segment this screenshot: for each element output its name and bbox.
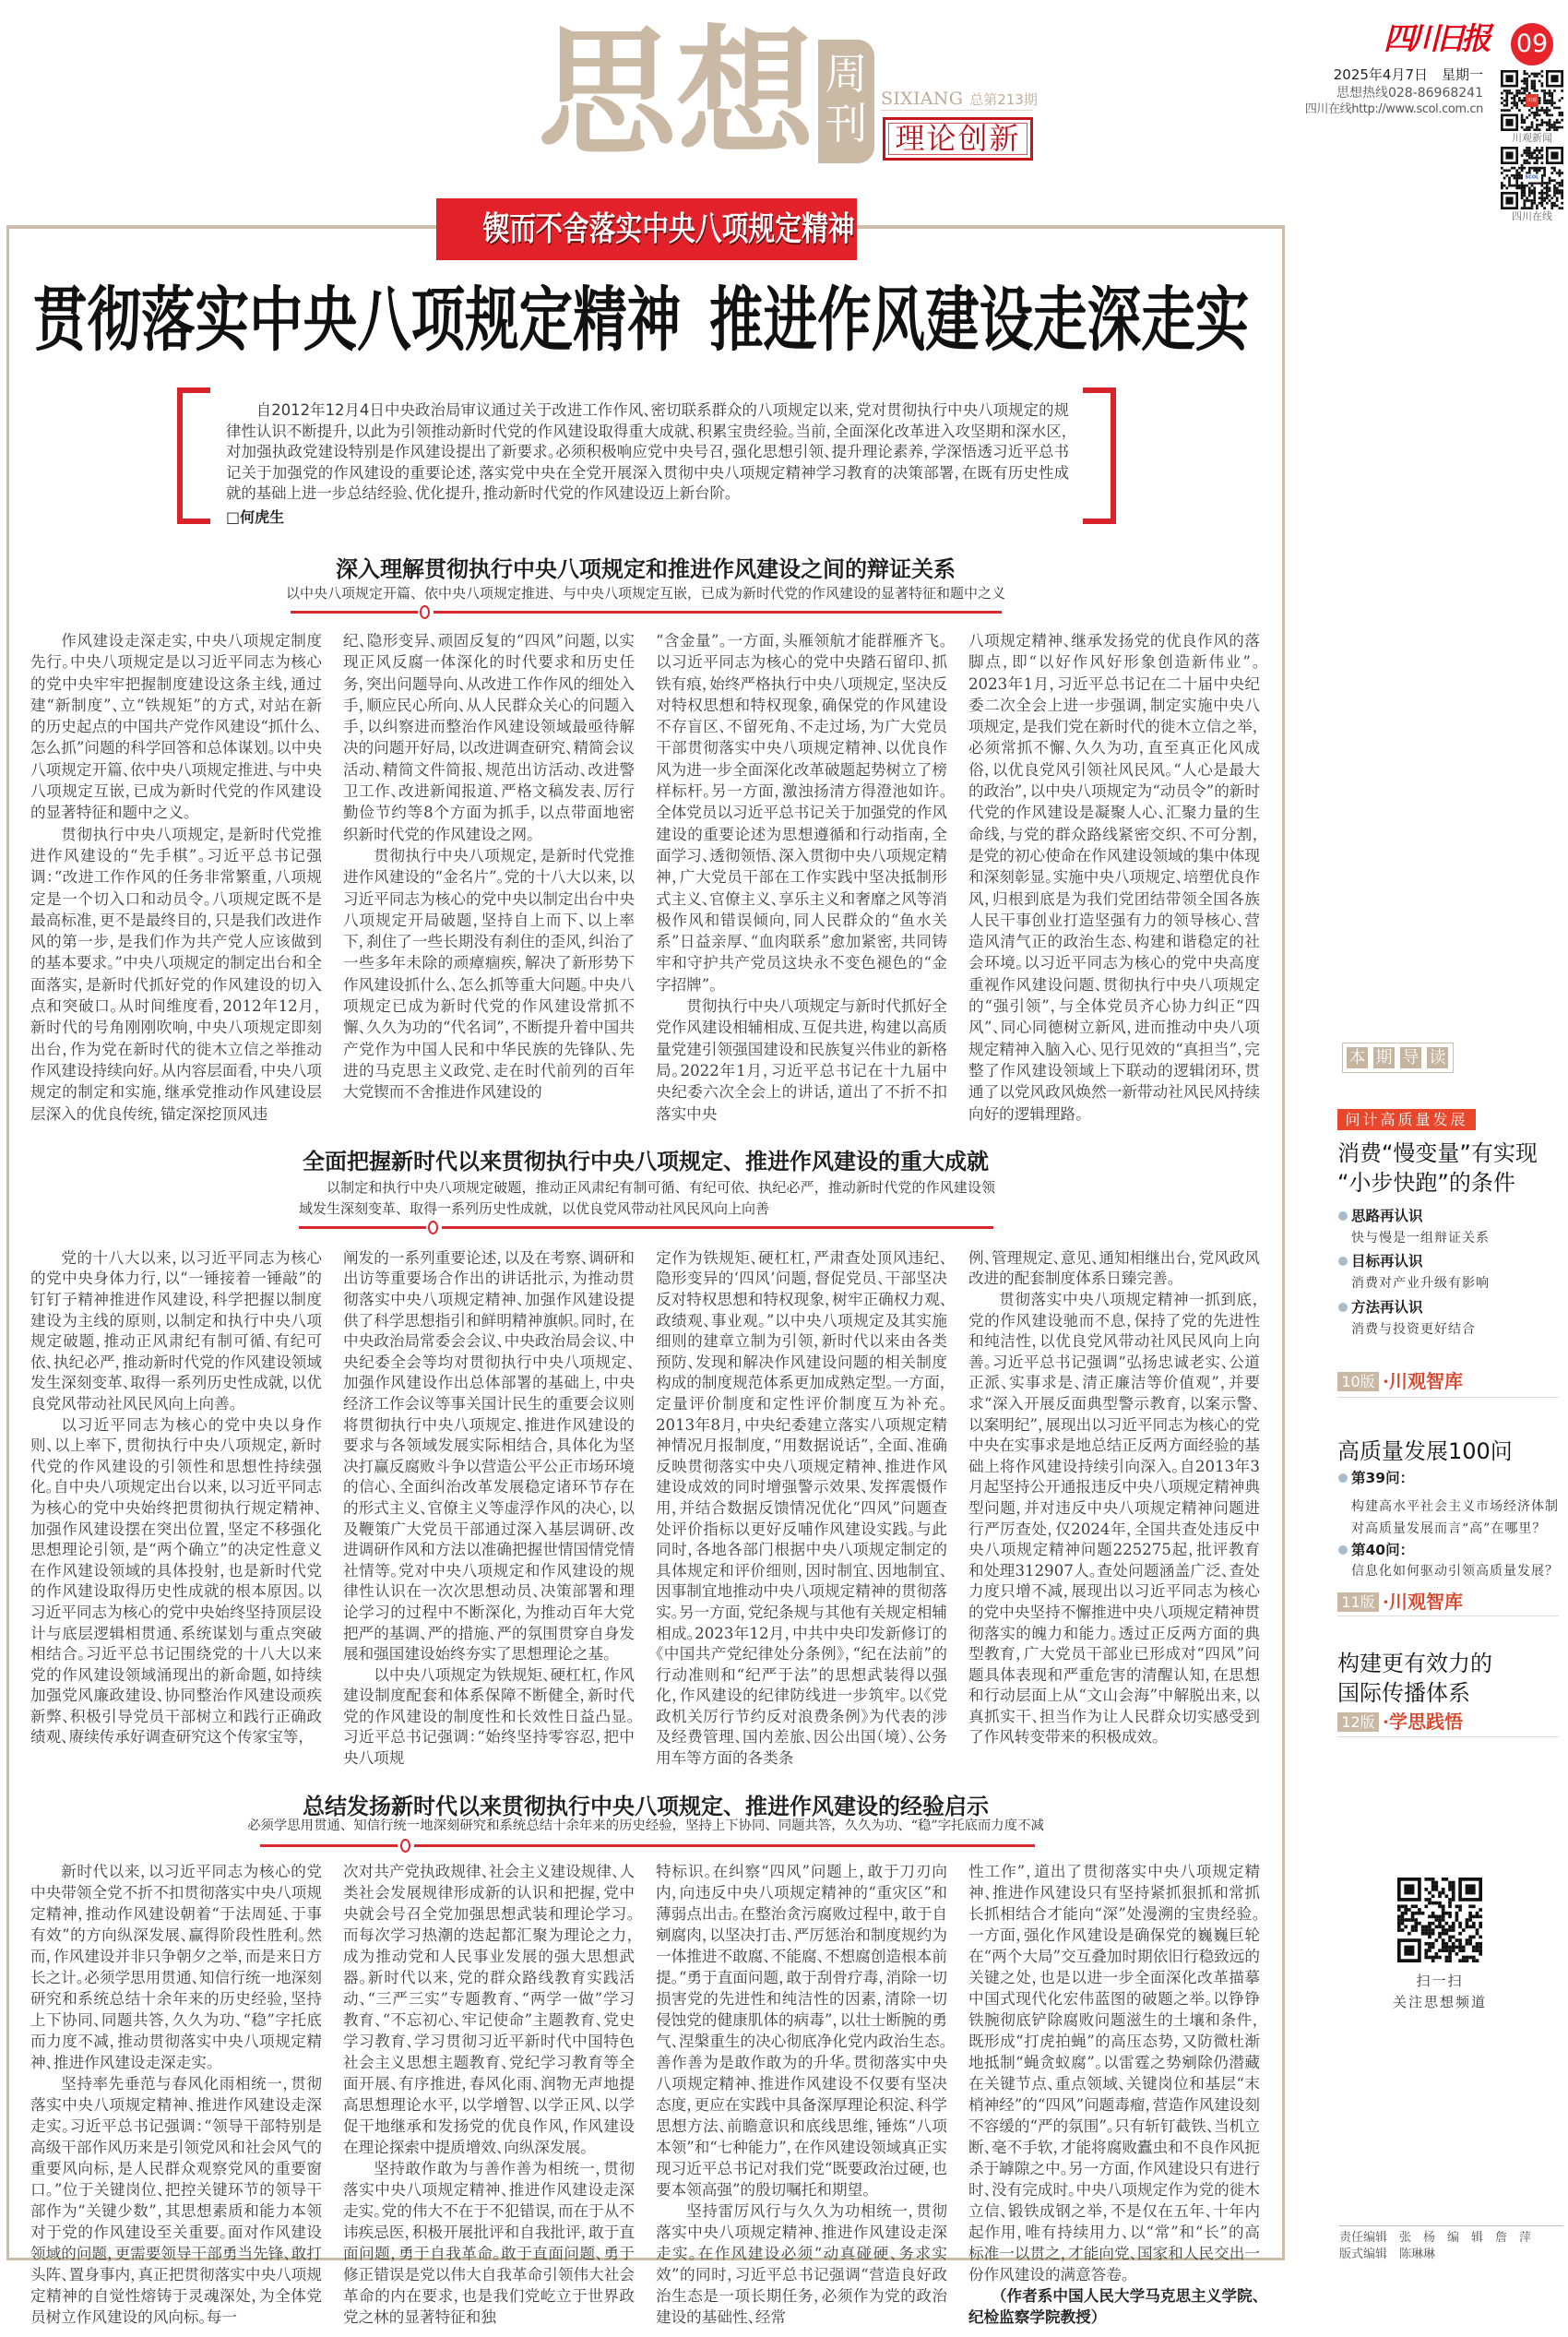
- logo-weekly-char: 周: [825, 49, 868, 99]
- sidebar-divider: [1337, 1736, 1559, 1737]
- section-1-column-4: [968, 630, 1260, 1125]
- section-1-rule-left: [291, 611, 418, 614]
- paragraph: 新时代以来，以习近平同志为核心的党中央带领全党不折不扣贯彻落实中央八项规定精神，推动作风建设朝着“于法周延、于事有效”的方向纵深发展、赢得阶段性胜利。然而，作风建设并非只争朝夕之举，而是来日方长之计。必须学思用贯通、知信行统一地深刻研究和系统总结十余年来的历史经验，坚持上下协同、同题共答，久久为功、“稳”字托底而力度不减，推动贯彻落实中央八项规定精神、推进作风建设走深走实。: [30, 1862, 322, 2071]
- abstract-box: [226, 400, 1069, 528]
- paragraph: 作风建设走深走实，中央八项规定制度先行。中央八项规定是以习近平同志为核心的党中央牢牢把握制度建设这条主线，通过建“新制度”、立“铁规矩”的方式，对站在新的历史起点的中国共产党作风建设“抓什么、怎么抓”问题的科学回答和总体谋划。以中央八项规定开篇、依中央八项规定推进、与中央八项规定互嵌，已成为新时代党的作风建设的显著特征和题中之义。: [30, 632, 322, 822]
- guide-item-1-headline: “小步快跑”的条件: [1337, 1170, 1515, 1196]
- paragraph: 定作为铁规矩、硬杠杠，严肃查处顶风违纪、隐形变异的‘四风’问题，督促党员、干部坚决反对特权思想和特权现象，树牢正确权力观、政绩观、事业观。”以中央八项规定及其实施细则的建章立制为引领，新时代以来由各类预防、发现和解决作风建设问题的相关制度构成的制度规范体系更加成熟定型。一方面，定量评价制度和定性评价制度互为补充。2013年8月，中央纪委建立落实八项规定精神情况月报制度，“用数据说话”，全面、准确反映贯彻落实中央八项规定精神、推进作风建设成效的同时增强警示效果、发挥震慑作用，并结合数据反馈情况优化“四风”问题查处评价指标以更好反哺作风建设实践。与此同时，各地各部门根据中央八项规定制定的具体规定和评价细则，因时制宜、因地制宜、因事制宜地推动中央八项规定精神的贯彻落实。另一方面，党纪条规与其他有关规定相辅相成。2023年12月，中共中央印发新修订的《中国共产党纪律处分条例》，“纪在法前”的行动准则和“纪严于法”的思想武装得以强化，作风建设的纪律防线进一步筑牢。以《党政机关厉行节约反对浪费条例》为代表的涉及经费管理、国内差旅、因公出国（境）、公务用车等方面的各类条: [656, 1248, 947, 1768]
- bullet-dot-icon: [1338, 1211, 1348, 1221]
- guide-bullet: [1338, 1207, 1423, 1225]
- section-3-subtitle: 必须学思用贯通、知信行统一地深刻研究和系统总结十余年来的历史经验，坚持上下协同、同题共答，久久为功、“稳”字托底而力度不减: [247, 1818, 1044, 1833]
- guide-item-2-page-ref: [1337, 1592, 1463, 1612]
- paragraph: 特标识。在纠察“四风”问题上，敢于刀刃向内，向违反中央八项规定精神的“重灾区”和薄弱点出击。在整治贪污腐败过程中，敢于自剜腐肉，以坚决打击、严厉惩治和制度规约为一体推进不敢腐、不能腐、不想腐创造根本前提。“勇于直面问题，敢于刮骨疗毒，消除一切损害党的先进性和纯洁性的因素，清除一切侵蚀党的健康肌体的病毒”，以壮士断腕的勇气、涅槃重生的决心彻底净化党内政治生态。善作善为是敢作敢为的升华。贯彻落实中央八项规定精神、推进作风建设不仅要有坚决态度，更应在实践中具备深厚理论积淀、科学思想方法、前瞻意识和底线思维，锤炼“八项本领”和“七种能力”，在作风建设领域真正实现习近平总书记对我们党“既要政治过硬，也要本领高强”的殷切嘱托和期望。: [656, 1862, 947, 2199]
- guide-item-3-page-ref: [1337, 1712, 1463, 1732]
- bullet-dot-icon: [1338, 1545, 1348, 1555]
- page-ref-column: ·川观智库: [1383, 1591, 1463, 1613]
- logo-subline: [881, 89, 1038, 110]
- page-ref-column: ·川观智库: [1383, 1370, 1463, 1392]
- paragraph: “含金量”。一方面，头雁领航才能群雁齐飞。以习近平同志为核心的党中央踏石留印、抓铁有痕，始终严格执行中央八项规定，坚决反对特权思想和特权现象，确保党的作风建设不存盲区、不留死角、不走过场，为广大党员干部贯彻落实中央八项规定精神、以优良作风为进一步全面深化改革破题起势树立了榜样标杆。另一方面，激浊扬清方得澄池如许。全体党员以习近平总书记关于加强党的作风建设的重要论述为思想遵循和行动指南，全面学习、透彻领悟、深入贯彻中央八项规定精神，广大党员干部在工作实践中坚决抵制形式主义、官僚主义、享乐主义和奢靡之风等消极作风和错误倾向，同人民群众的“鱼水关系”日益亲厚、“血肉联系”愈加紧密，共同铸牢和守护共产党员这块永不变色褪色的“金字招牌”。: [656, 632, 947, 994]
- qr-code-scol: [1501, 147, 1563, 209]
- paragraph: 坚持雷厉风行与久久为功相统一，贯彻落实中央八项规定精神、推进作风建设走深走实。在作风建设必须“动真碰硬、务求实效”的同时，习近平总书记强调“营造良好政治生态是一项长期任务，必须作为党的政治建设的基础性、经常: [656, 2201, 947, 2326]
- section-3-rule-dot: [400, 1839, 410, 1853]
- page-ref-number: 12版: [1337, 1712, 1379, 1732]
- bullet-dot-icon: [1338, 1257, 1348, 1266]
- paragraph: 以中央八项规定为铁规矩、硬杠杠，作风建设制度配套和体系保障不断健全，新时代党的作风建设的制度性和长效性日益凸显。习近平总书记强调：“始终坚持零容忍，把中央八项规: [343, 1665, 635, 1768]
- qr-label-scol: 四川在线: [1512, 210, 1552, 222]
- bullet-text: 消费与投资更好结合: [1351, 1322, 1476, 1337]
- guide-bullet: [1338, 1541, 1414, 1559]
- headline-part-2: 推进作风建设走深走实: [709, 279, 1250, 361]
- supplement-logo-weekly: [818, 40, 874, 163]
- paragraph: 贯彻执行中央八项规定，是新时代党推进作风建设的“先手棋”。习近平总书记强调：“改进工作作风的任务非常繁重，八项规定是一个切入口和动员令。八项规定既不是最高标准，更不是最终目的，只是我们改进作风的第一步，是我们作为共产党人应该做到的基本要求。”中央八项规定的制定出台和全面落实，是新时代抓好党的作风建设的切入点和突破口。从时间维度看，2012年12月，新时代的号角刚刚吹响，中央八项规定即刻出台，作为党在新时代的徙木立信之举推动作风建设持续向好。从内容层面看，中央八项规定的制定和实施，继承党推动作风建设层层深入的优良传统，锚定深挖顶风违: [30, 825, 322, 1123]
- section-2-rule-right: [442, 1226, 993, 1229]
- guide-char: 导: [1400, 1047, 1421, 1068]
- abstract-bracket-right: [1083, 388, 1116, 524]
- layout-credits: 版式编辑 陈琳琳: [1339, 2248, 1436, 2261]
- guide-char: 本: [1347, 1047, 1368, 1068]
- newspaper-logo: 四川日报: [1384, 20, 1487, 56]
- author-note: （作者系中国人民大学马克思主义学院、纪检监察学院教授）: [968, 2286, 1260, 2326]
- hotline: 思想热线028-86968241: [1336, 86, 1483, 101]
- headline-part-1: 贯彻落实中央八项规定精神: [33, 279, 682, 361]
- section-2-subtitle: 以制定和执行中央八项规定破题，推动正风肃纪有制可循、有纪可依、执纪必严，推动新时代党的作风建设领域发生深刻变革、取得一系列历史性成就，以优良党风带动社风民风向上向善: [299, 1178, 995, 1217]
- guide-item-1-tag: 问计高质量发展: [1337, 1109, 1476, 1130]
- qr-code-icon: [1397, 1878, 1482, 1962]
- section-2-columns: [0, 1248, 1291, 1770]
- section-3-column-2: [343, 1861, 635, 2328]
- bullet-dot-icon: [1338, 1473, 1348, 1483]
- qr-logo-chuanguan: 川观: [1526, 94, 1538, 107]
- bullet-text: 对高质量发展而言“高”在哪里？: [1351, 1521, 1547, 1536]
- article-body: [0, 556, 1291, 2337]
- section-2-column-1: [30, 1248, 322, 1748]
- bullet-text: 快与慢是一组辩证关系: [1351, 1231, 1490, 1246]
- section-2-column-4: [968, 1248, 1260, 1748]
- paragraph: 八项规定精神、继承发扬党的优良作风的落脚点，即“以好作风好形象创造新伟业”。2023年1月，习近平总书记在二十届中央纪委二次全会上进一步强调，制定实施中央八项规定，是我们党在新时代的徙木立信之举，必须常抓不懈、久久为功，直至真正化风成俗，以优良党风引领社风民风。“人心是最大的政治”，以中央八项规定为“动员令”的新时代党的作风建设是凝聚人心、汇聚力量的生命线，与党的群众路线紧密交织、不可分割，是党的初心使命在作风建设领域的集中体现和深刻彰显。实施中央八项规定、培塑优良作风，归根到底是为我们党团结带领全国各族人民干事创业打造坚强有力的领导核心、营造风清气正的政治生态、构建和谐稳定的社会环境。以习近平同志为核心的党中央高度重视作风建设问题、贯彻执行中央八项规定的“强引领”，与全体党员齐心协力纠正“四风”、同心同德树立新风，进而推动中央八项规定精神入脑入心、见行见效的“真担当”，完整了作风建设领域上下联动的逻辑闭环，贯通了以党风政风焕然一新带动社风民风持续向好的逻辑理路。: [968, 632, 1260, 1123]
- supplement-logo-title: 思想: [538, 12, 815, 174]
- editor-credits: 责任编辑 张 杨 编 辑 詹 萍: [1339, 2231, 1532, 2245]
- section-1-column-2: [343, 630, 635, 1103]
- paragraph: 贯彻执行中央八项规定，是新时代党推进作风建设的“金名片”。党的十八大以来，以习近平同志为核心的党中央以制定出台中央八项规定开局破题，坚持自上而下、以上率下，刹住了一些长期没有刹住的歪风，纠治了一些多年未除的顽瘴痼疾，解决了新形势下作风建设抓什么、怎么抓等重大问题。中央八项规定已成为新时代党的作风建设常抓不懈、久久为功的“代名词”，不断提升着中国共产党作为中国人民和中华民族的先锋队、先进的马克思主义政党、走在时代前列的百年大党锲而不舍推进作风建设的: [343, 846, 635, 1102]
- section-2: [0, 1149, 1291, 1794]
- guide-bullet: [1338, 1469, 1414, 1487]
- bullet-text: 构建高水平社会主义市场经济体制: [1351, 1499, 1559, 1514]
- paragraph: 贯彻执行中央八项规定与新时代抓好全党作风建设相辅相成、互促共进，构建以高质量党建引领强国建设和民族复兴伟业的新格局。2022年1月，习近平总书记在十九届中央纪委六次全会上的讲话，道出了不折不扣落实中央: [656, 997, 947, 1123]
- qr-label-chuanguan: 川观新闻: [1512, 132, 1552, 144]
- logo-pinyin: SIXIANG: [881, 89, 964, 109]
- paragraph: 以习近平同志为核心的党中央以身作则、以上率下，贯彻执行中央八项规定，新时代党的作风建设的引领性和思想性持续强化。自中央八项规定出台以来，以习近平同志为核心的党中央始终把贯彻执行规定精神、加强作风建设摆在突出位置，坚定不移强化思想理论引领，是“两个确立”的决定性意义在作风建设领域的具体投射，也是新时代党的作风建设取得历史性成就的根本原因。以习近平同志为核心的党中央始终坚持顶层设计与底层逻辑相贯通、系统谋划与重点突破相结合。习近平总书记围绕党的十八大以来党的作风建设领域涌现出的新命题，如持续加强党风廉政建设、协同整治作风建设顽疾新弊、积极引导党员干部树立和践行正确政绩观、赓续传承好调查研究这个传家宝等，: [30, 1415, 322, 1747]
- qr-logo-scol: SCOL: [1523, 174, 1541, 183]
- guide-item-3-headline: 国际传播体系: [1337, 1680, 1470, 1706]
- section-1: [0, 556, 1291, 1149]
- logo-weekly-char: 刊: [825, 99, 868, 149]
- section-3-columns: [0, 1861, 1291, 2328]
- section-2-rule-dot: [428, 1221, 438, 1234]
- bullet-text: 信息化如何驱动引领高质量发展？: [1351, 1564, 1559, 1579]
- section-3-column-4: [968, 1861, 1260, 2328]
- paragraph: 例、管理规定、意见、通知相继出台，党风政风改进的配套制度体系日臻完善。: [968, 1248, 1260, 1288]
- page-ref-number: 10版: [1337, 1372, 1379, 1391]
- guide-bullet: [1338, 1298, 1423, 1317]
- section-3-rule-right: [414, 1844, 1035, 1847]
- section-1-subtitle: 以中央八项规定开篇、依中央八项规定推进、与中央八项规定互嵌，已成为新时代党的作风建设的显著特征和题中之义: [285, 585, 1005, 602]
- guide-bullet: [1338, 1252, 1423, 1270]
- section-2-column-3: [656, 1248, 947, 1770]
- guide-item-1-page-ref: [1337, 1372, 1463, 1391]
- author-byline: □何虎生: [226, 507, 285, 526]
- section-2-rule-left: [299, 1226, 426, 1229]
- section-3-column-3: [656, 1861, 947, 2328]
- follow-prompt: 扫一扫: [1416, 1973, 1464, 1989]
- credits-divider: [1339, 2225, 1563, 2226]
- follow-channel: 关注思想频道: [1392, 1994, 1487, 2010]
- paragraph: 坚持敢作敢为与善作善为相统一，贯彻落实中央八项规定精神、推进作风建设走深走实。党的伟大不在于不犯错误，而在于从不讳疾忌医，积极开展批评和自我批评，敢于直面问题，勇于自我革命。敢于直面问题、勇于修正错误是党以伟大自我革命引领伟大社会革命的内在要求，也是我们党屹立于世界政党之林的显著特征和独: [343, 2159, 635, 2326]
- main-headline: [33, 279, 1250, 361]
- issue-date: 2025年4月7日 星期一: [1333, 66, 1483, 83]
- bullet-title: 第39问：: [1351, 1470, 1415, 1486]
- section-1-rule-dot: [420, 605, 430, 619]
- abstract-bracket-left: [177, 388, 210, 524]
- logo-divider: [881, 110, 1033, 111]
- section-2-column-2: [343, 1248, 635, 1770]
- bullet-title: 方法再认识: [1351, 1299, 1423, 1316]
- section-2-heading: 全面把握新时代以来贯彻执行中央八项规定、推进作风建设的重大成就: [303, 1148, 989, 1174]
- qr-code-follow: [1397, 1878, 1482, 1962]
- column-banner: [436, 198, 857, 260]
- guide-char: 期: [1373, 1047, 1395, 1068]
- bullet-title: 第40问：: [1351, 1542, 1415, 1558]
- section-3-column-1: [30, 1861, 322, 2328]
- section-1-column-3: [656, 630, 947, 1125]
- section-1-columns: [0, 630, 1291, 1125]
- guide-item-2-headline: 高质量发展100问: [1337, 1438, 1513, 1464]
- guide-item-3-headline: 构建更有效力的: [1337, 1651, 1492, 1676]
- section-1-heading: 深入理解贯彻执行中央八项规定和推进作风建设之间的辩证关系: [336, 556, 956, 582]
- issue-number: 总第213期: [969, 91, 1038, 108]
- guide-char: 读: [1427, 1047, 1448, 1068]
- issue-guide-label: [1342, 1043, 1454, 1073]
- bullet-text: 消费对产业升级有影响: [1351, 1276, 1490, 1291]
- banner-text: 锲而不舍落实中央八项规定精神: [482, 210, 855, 248]
- section-3-heading: 总结发扬新时代以来贯彻执行中央八项规定、推进作风建设的经验启示: [303, 1793, 989, 1819]
- section-1-rule-right: [434, 611, 1002, 614]
- page-ref-number: 11版: [1337, 1592, 1379, 1612]
- qr-code-chuanguan: [1501, 70, 1563, 131]
- paragraph: 性工作”，道出了贯彻落实中央八项规定精神、推进作风建设只有坚持紧抓狠抓和常抓长抓相结合才能向“深”处漫溯的宝贵经验。一方面，强化作风建设是确保党的巍巍巨轮在“两个大局”交互叠加时期依旧行稳致远的关键之处，也是以进一步全面深化改革描摹中国式现代化宏伟蓝图的破题之举。以铮铮铁腕彻底铲除腐败问题滋生的土壤和条件，既形成“打虎拍蝇”的高压态势，又防微杜渐地抵制“蝇贪蚁腐”。以雷霆之势剜除仍潜藏在关键节点、重点领域、关键岗位和基层“末梢神经”的“四风”问题毒瘤，营造作风建设刻不容缓的“严的氛围”。只有斩钉截铁、当机立断、毫不手软，才能将腐败蠹虫和不良作风扼杀于罅隙之中。另一方面，作风建设只有进行时、没有完成时。中央八项规定作为党的徙木立信、锻铁成钢之举，不是仅在五年、十年内起作用，唯有持续用力、以“常”和“长”的高标准一以贯之，才能向党、国家和人民交出一份作风建设的满意答卷。: [968, 1862, 1260, 2283]
- bullet-title: 目标再认识: [1351, 1253, 1423, 1270]
- sidebar-divider: [1337, 1397, 1559, 1398]
- guide-item-1-headline: 消费“慢变量”有实现: [1337, 1140, 1538, 1166]
- article-abstract: 自2012年12月4日中央政治局审议通过关于改进工作作风、密切联系群众的八项规定以来，党对贯彻执行中央八项规定的规律性认识不断提升，以此为引领推动新时代党的作风建设取得重大成就、积累宝贵经验。当前，全面深化改革进入攻坚期和深水区，对加强执政党建设特别是作风建设提出了新要求。必须积极响应党中央号召，强化思想引领、提升理论素养，学深悟透习近平总书记关于加强党的作风建设的重要论述，落实党中央在全党开展深入贯彻中央八项规定精神学习教育的决策部署，在既有历史性成就的基础上进一步总结经验、优化提升，推动新时代党的作风建设迈上新台阶。: [226, 401, 1069, 502]
- paragraph: 党的十八大以来，以习近平同志为核心的党中央身体力行，以“一锤接着一锤敲”的钉钉子精神推进作风建设，科学把握以制度建设为主线的原则，以制定和执行中央八项规定破题，推动正风肃纪有制可循、有纪可依、执纪必严，推动新时代党的作风建设领域发生深刻变革、取得一系列历史性成就，以优良党风带动社风民风向上向善。: [30, 1248, 322, 1413]
- paragraph: 纪、隐形变异、顽固反复的“四风”问题，以实现正风反腐一体深化的时代要求和历史任务，突出问题导向、从改进工作作风的细处入手，顺应民心所向、从人民群众关心的问题入手，以纠察进而整治作风建设领域最亟待解决的问题开好局，以改进调查研究、精简会议活动、精简文件简报、规范出访活动、改进警卫工作、改进新闻报道、严格文稿发表、厉行勤俭节约等8个方面为抓手，以点带面地密织新时代党的作风建设之网。: [343, 632, 635, 843]
- bullet-dot-icon: [1338, 1303, 1348, 1312]
- section-3-rule-left: [260, 1844, 398, 1847]
- section-1-column-1: [30, 630, 322, 1125]
- paragraph: 阐发的一系列重要论述，以及在考察、调研和出访等重要场合作出的讲话批示，为推动贯彻落实中央八项规定精神、加强作风建设提供了科学思想指引和鲜明精神旗帜。同时，在中央政治局常委会会议、中央政治局会议、中央纪委全会等均对贯彻执行中央八项规定、加强作风建设作出总体部署的基础上，中央经济工作会议等事关国计民生的重要会议则将贯彻执行中央八项规定、推进作风建设的要求与各领域发展实际相结合，具体化为坚决打赢反腐败斗争以营造公平公正市场环境的信心、全面纠治改革发展稳定诸环节存在的形式主义、官僚主义等虚浮作风的决心，以及鞭策广大党员干部通过深入基层调研、改进调研作风和方法以准确把握世情国情党情社情等。党对中央八项规定和作风建设的规律性认识在一次次思想动员、决策部署和理论学习的过程中不断深化，为推动百年大党把严的基调、严的措施、严的氛围贯穿自身发展和强国建设始终夯实了思想理论之基。: [343, 1248, 635, 1663]
- theory-innovation-stamp: 理论创新: [883, 117, 1033, 161]
- paragraph: 坚持率先垂范与春风化雨相统一，贯彻落实中央八项规定精神、推进作风建设走深走实。习近平总书记强调：“领导干部特别是高级干部作风历来是引领党风和社会风气的重要风向标，是人民群众观察党风的重要窗口。”位于关键岗位、把控关键环节的领导干部作为“关键少数”，其思想素质和能力本领对于党的作风建设至关重要。面对作风建设领域的问题，更需要领导干部勇当先锋、敢打头阵、置身事内，真正把贯彻落实中央八项规定精神的自觉性熔铸于灵魂深处，为全体党员树立作风建设的风向标。每一: [30, 2074, 322, 2326]
- bullet-title: 思路再认识: [1351, 1208, 1423, 1224]
- paragraph: 次对共产党执政规律、社会主义建设规律、人类社会发展规律形成新的认识和把握，党中央就会号召全党加强思想武装和理论学习。而每次学习热潮的迭起都汇聚为理论之力，成为推动党和人民事业发展的强大思想武器。新时代以来，党的群众路线教育实践活动、“三严三实”专题教育、“两学一做”学习教育、“不忘初心、牢记使命”主题教育、党史学习教育、学习贯彻习近平新时代中国特色社会主义思想主题教育、党纪学习教育等全面开展、有序推进，春风化雨、润物无声地提高思想理论水平，以学增智、以学正风、以学促干地继承和发扬党的优良作风，作风建设在理论探索中提质增效、向纵深发展。: [343, 1862, 635, 2156]
- website: 四川在线http://www.scol.com.cn: [1304, 102, 1483, 116]
- page-number-badge: 09: [1511, 23, 1553, 66]
- page-ref-column: ·学思践悟: [1383, 1711, 1463, 1733]
- section-3: [0, 1794, 1291, 2337]
- paragraph: 贯彻落实中央八项规定精神一抓到底，党的作风建设驰而不息，保持了党的先进性和纯洁性，以优良党风带动社风民风向上向善。习近平总书记强调“弘扬忠诚老实、公道正派、实事求是、清正廉洁等价值观”，并要求“深入开展反面典型警示教育，以案示警、以案明纪”，展现出以习近平同志为核心的党中央在实事求是地总结正反两方面经验的基础上将作风建设持续引向深入。自2013年3月起坚持公开通报违反中央八项规定精神典型问题，并对违反中央八项规定精神问题进行严厉查处，仅2024年，全国共查处违反中央八项规定精神问题225275起，批评教育和处理312907人。查处问题涵盖广泛、查处力度只增不减，展现出以习近平同志为核心的党中央坚持不懈推进中央八项规定精神贯彻落实的魄力和能力。透过正反两方面的典型教育，广大党员干部业已形成对“四风”问题具体表现和严重危害的清醒认知，在思想和行动层面上从“文山会海”中解脱出来，以真抓实干、担当作为让人民群众切实感受到了作风转变带来的积极成效。: [968, 1291, 1260, 1747]
